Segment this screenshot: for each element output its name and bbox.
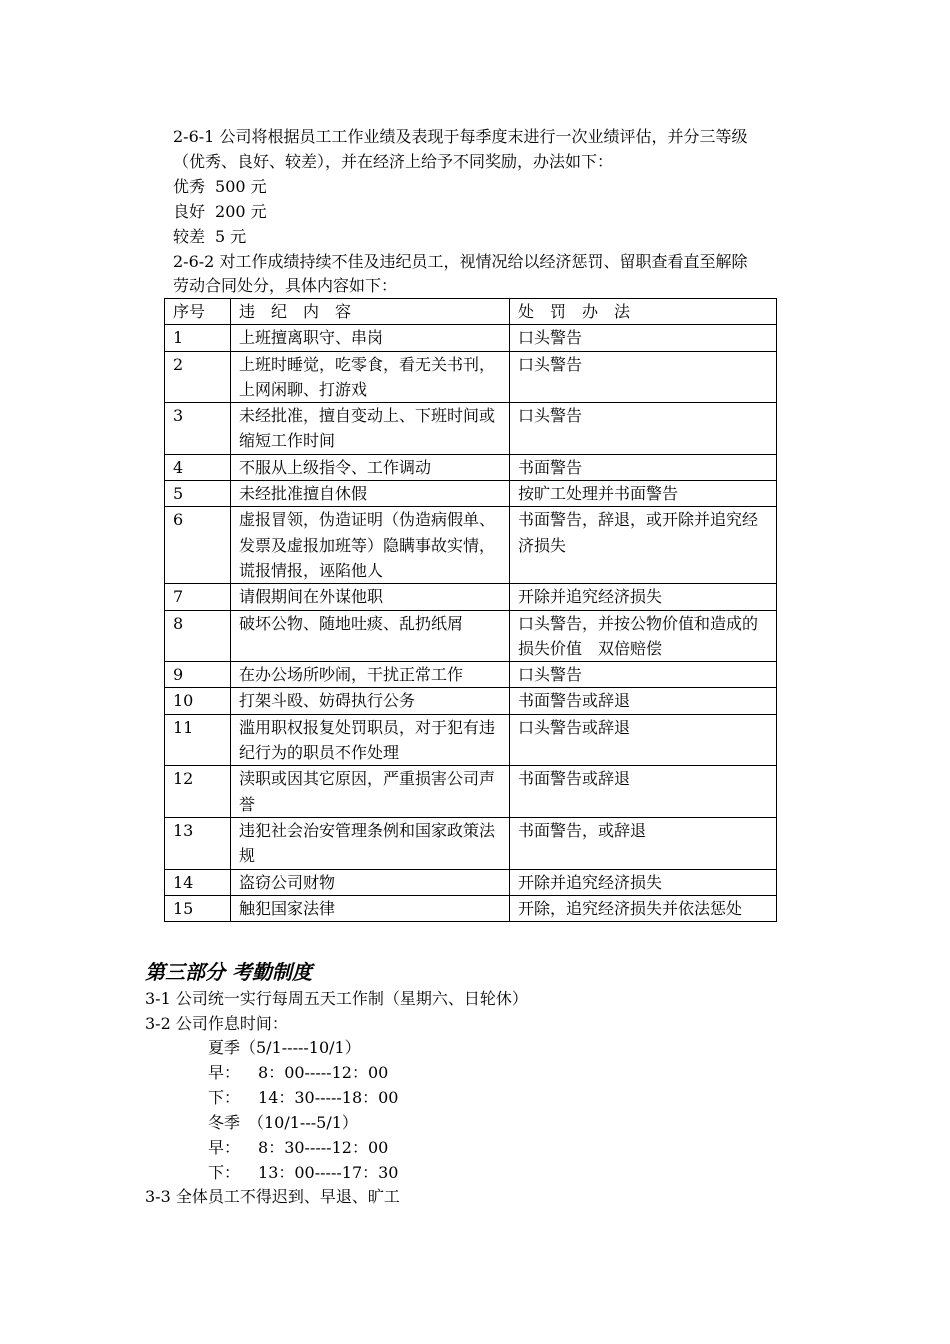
summer-afternoon [208,1085,399,1110]
table-row [165,688,777,714]
row-content: 虚报冒领，伪造证明（伪造病假单、发票及虚报加班等）隐瞒事故实情，谎报情报，诬陷他人 [231,507,510,584]
header-content: 违 纪 内 容 [231,299,510,325]
row-content: 上班时睡觉，吃零食，看无关书刊，上网闲聊、打游戏 [231,351,510,403]
reward-grade: 良好 [173,202,206,221]
row-penalty: 开除，追究经济损失并依法惩处 [510,895,777,921]
para-2-6-2-line1: 2-6-2 对工作成绩持续不佳及违纪员工，视情况给以经济惩罚、留职查看直至解除 [173,252,748,271]
row-content: 请假期间在外谋他职 [231,584,510,610]
reward-item [173,174,267,199]
row-penalty: 书面警告或辞退 [510,766,777,818]
row-penalty: 口头警告，并按公物价值和造成的损失价值 双倍赔偿 [510,610,777,662]
row-number: 3 [165,403,231,455]
header-number: 序号 [165,299,231,325]
para-2-6-1-line1: 2-6-1 公司将根据员工工作业绩及表现于每季度末进行一次业绩评估，并分三等级 [173,127,748,146]
summer-title: 夏季（5/1-----10/1） [208,1038,361,1057]
row-penalty: 书面警告，辞退，或开除并追究经济损失 [510,507,777,584]
row-penalty: 口头警告 [510,351,777,403]
row-penalty: 口头警告 [510,325,777,351]
row-content: 上班擅离职守、串岗 [231,325,510,351]
winter-morning [208,1135,388,1160]
summer-morning-label: 早： [208,1063,241,1082]
winter-afternoon [208,1160,399,1185]
reward-item [173,199,267,224]
row-content: 破坏公物、随地吐痰、乱扔纸屑 [231,610,510,662]
row-penalty: 口头警告 [510,662,777,688]
table-header-row [165,299,777,325]
row-content: 在办公场所吵闹，干扰正常工作 [231,662,510,688]
winter-morning-label: 早： [208,1138,241,1157]
winter-title: 冬季 （10/1---5/1） [208,1113,358,1132]
summer-afternoon-time: 14：30-----18：00 [258,1088,399,1107]
row-penalty: 书面警告或辞退 [510,688,777,714]
reward-amount: 200 元 [215,202,267,221]
row-content: 未经批准擅自休假 [231,481,510,507]
rule-3-3: 3-3 全体员工不得迟到、早退、旷工 [145,1187,400,1206]
row-number: 7 [165,584,231,610]
winter-afternoon-time: 13：00-----17：30 [258,1163,399,1182]
winter-morning-time: 8：30-----12：00 [258,1138,389,1157]
rule-3-1: 3-1 公司统一实行每周五天工作制（星期六、日轮休） [145,989,528,1008]
row-number: 12 [165,766,231,818]
row-penalty: 按旷工处理并书面警告 [510,481,777,507]
row-penalty: 书面警告 [510,454,777,480]
row-number: 14 [165,869,231,895]
row-number: 13 [165,817,231,869]
reward-amount: 500 元 [215,177,267,196]
reward-grade: 较差 [173,227,206,246]
table-row [165,481,777,507]
summer-morning-time: 8：00-----12：00 [258,1063,389,1082]
winter-afternoon-label: 下： [208,1163,241,1182]
table-row [165,766,777,818]
row-number: 10 [165,688,231,714]
row-content: 盗窃公司财物 [231,869,510,895]
table-row [165,454,777,480]
table-row [165,325,777,351]
summer-morning [208,1060,388,1085]
table-row [165,610,777,662]
table-row [165,662,777,688]
row-number: 1 [165,325,231,351]
row-number: 6 [165,507,231,584]
table-row [165,403,777,455]
row-number: 8 [165,610,231,662]
row-content: 打架斗殴、妨碍执行公务 [231,688,510,714]
row-penalty: 口头警告或辞退 [510,714,777,766]
reward-item [173,224,246,249]
penalty-table [164,298,777,922]
table-row [165,584,777,610]
table-row [165,869,777,895]
section-heading: 第三部分 考勤制度 [145,960,312,984]
table-row [165,895,777,921]
reward-amount: 5 元 [215,227,247,246]
row-content: 不服从上级指令、工作调动 [231,454,510,480]
rule-3-2: 3-2 公司作息时间： [145,1014,288,1033]
row-number: 4 [165,454,231,480]
table-row [165,507,777,584]
summer-afternoon-label: 下： [208,1088,241,1107]
row-content: 触犯国家法律 [231,895,510,921]
row-penalty: 口头警告 [510,403,777,455]
table-row [165,351,777,403]
row-number: 2 [165,351,231,403]
para-2-6-1-line2: （优秀、良好、较差），并在经济上给予不同奖励，办法如下： [173,152,614,171]
row-content: 违犯社会治安管理条例和国家政策法规 [231,817,510,869]
header-penalty: 处 罚 办 法 [510,299,777,325]
row-penalty: 开除并追究经济损失 [510,584,777,610]
row-number: 15 [165,895,231,921]
row-content: 渎职或因其它原因，严重损害公司声誉 [231,766,510,818]
row-number: 5 [165,481,231,507]
reward-grade: 优秀 [173,177,206,196]
row-penalty: 书面警告，或辞退 [510,817,777,869]
row-penalty: 开除并追究经济损失 [510,869,777,895]
row-content: 滥用职权报复处罚职员，对于犯有违纪行为的职员不作处理 [231,714,510,766]
table-row [165,817,777,869]
row-number: 11 [165,714,231,766]
row-content: 未经批准，擅自变动上、下班时间或缩短工作时间 [231,403,510,455]
table-row [165,714,777,766]
row-number: 9 [165,662,231,688]
para-2-6-2-line2: 劳动合同处分，具体内容如下： [173,276,398,295]
